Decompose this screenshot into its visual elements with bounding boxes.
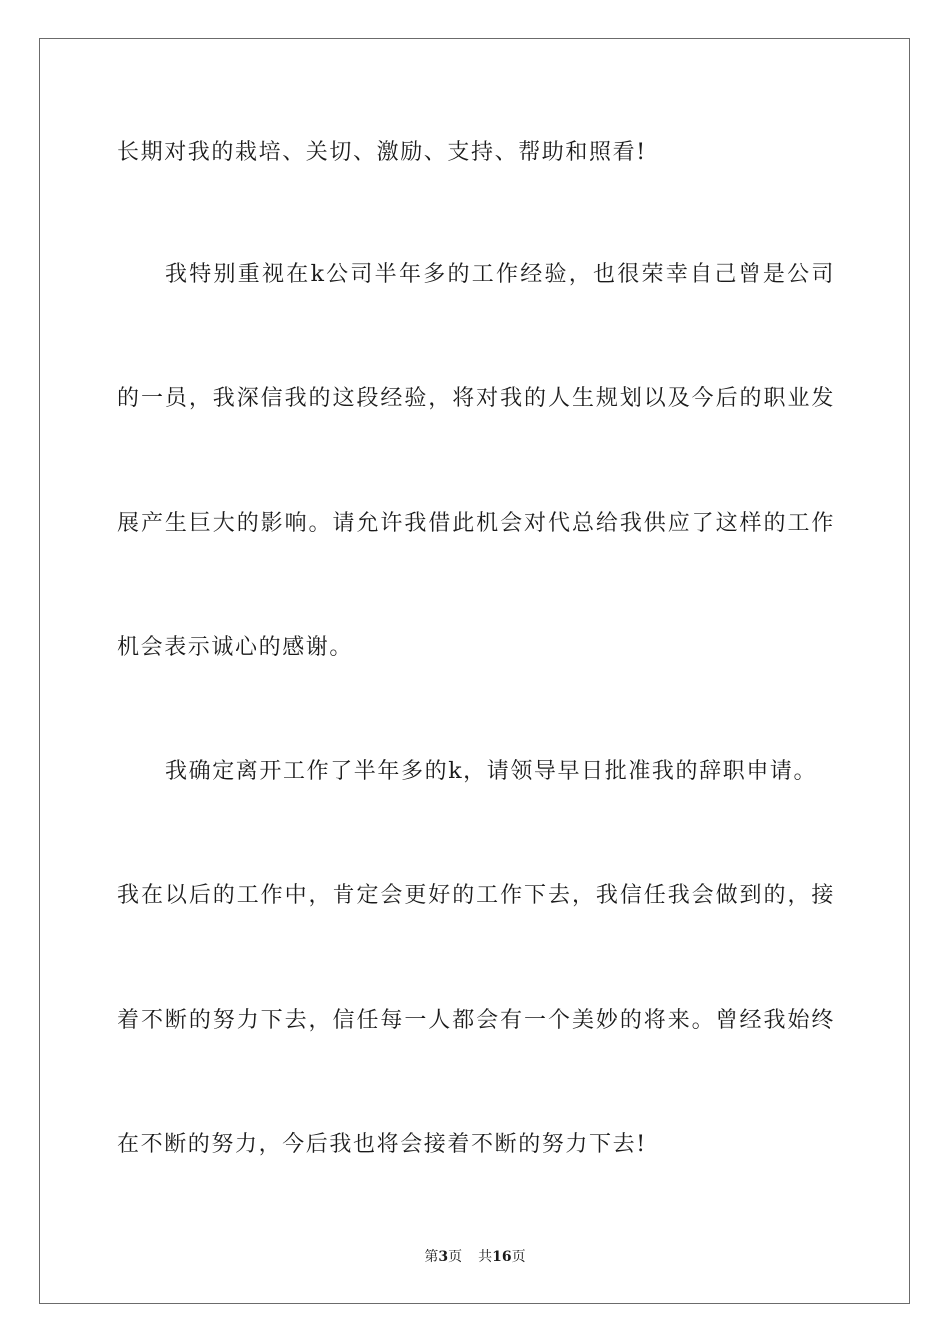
- page-prefix: 第: [424, 1249, 439, 1265]
- paragraph-line: 的一员，我深信我的这段经验，将对我的人生规划以及今后的职业发: [117, 386, 835, 411]
- paragraph-line: 机会表示诚心的感谢。: [117, 635, 354, 660]
- paragraph-line: 我确定离开工作了半年多的k，请领导早日批准我的辞职申请。: [165, 759, 818, 784]
- page-border: [39, 38, 910, 1304]
- page-number: 3: [438, 1249, 449, 1265]
- paragraph-line: 在不断的努力，今后我也将会接着不断的努力下去!: [117, 1132, 647, 1157]
- total-prefix: 共: [478, 1249, 493, 1265]
- paragraph-line: 我在以后的工作中，肯定会更好的工作下去，我信任我会做到的，接: [117, 883, 835, 908]
- page-suffix: 页: [448, 1249, 463, 1265]
- total-suffix: 页: [511, 1249, 526, 1265]
- paragraph-line: 长期对我的栽培、关切、激励、支持、帮助和照看!: [117, 140, 647, 165]
- paragraph-line: 展产生巨大的影响。请允许我借此机会对代总给我供应了这样的工作: [117, 511, 835, 536]
- total-pages: 16: [492, 1249, 512, 1265]
- paragraph-line: 着不断的努力下去，信任每一人都会有一个美妙的将来。曾经我始终: [117, 1008, 835, 1033]
- page-footer: [0, 1248, 950, 1266]
- paragraph-line: 我特别重视在k公司半年多的工作经验，也很荣幸自己曾是公司: [165, 262, 835, 287]
